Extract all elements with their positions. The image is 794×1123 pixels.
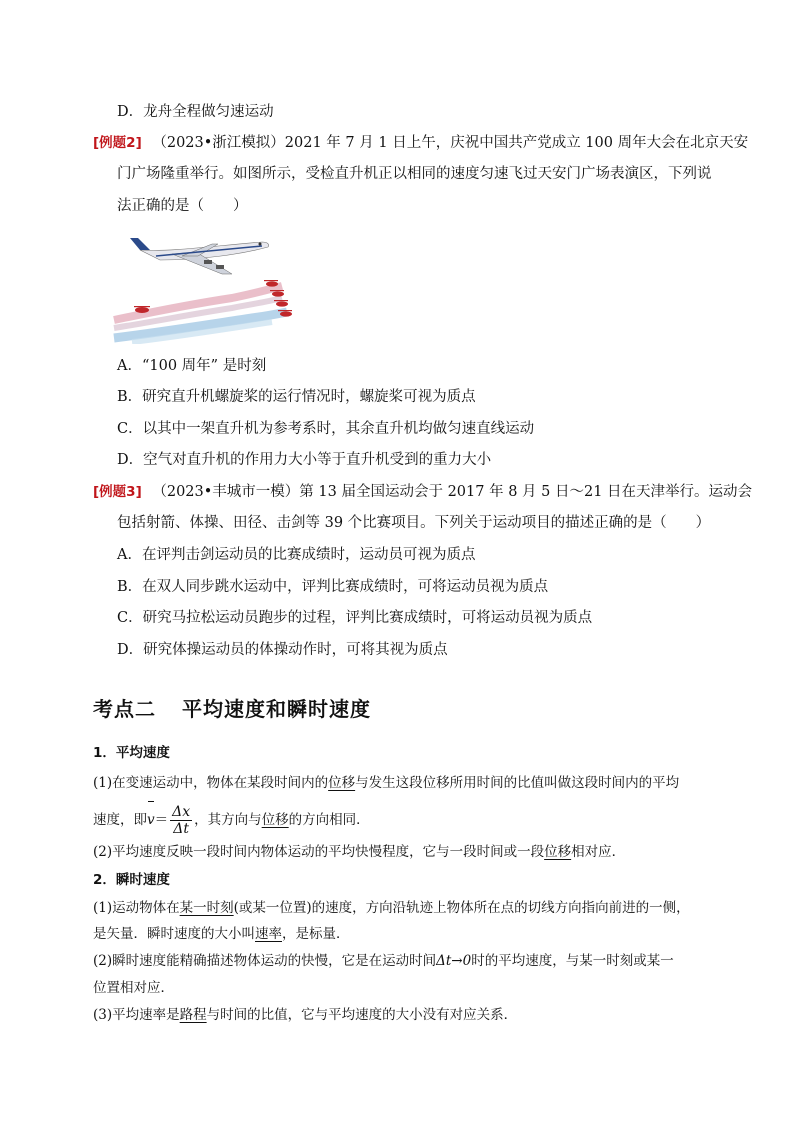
example-text: （2023•丰城市一模）第 13 届全国运动会于 2017 年 8 月 5 日～21 日在天津举行。运动会 (152, 484, 753, 500)
example-2-line-3: 法正确的是（ ） (117, 198, 248, 214)
option-c: C．以其中一架直升机为参考系时，其余直升机均做匀速直线运动 (117, 421, 535, 437)
paragraph-line: (3)平均速率是路程与时间的比值，它与平均速度的大小没有对应关系． (93, 1007, 518, 1023)
option-text: D．龙舟全程做匀速运动 (117, 104, 274, 120)
section-heading (93, 693, 371, 722)
option-b: B．研究直升机螺旋桨的运行情况时，螺旋桨可视为质点 (117, 389, 476, 405)
paragraph-line: (2)瞬时速度能精确描述物体运动的快慢，它是在运动时间Δt→0时的平均速度，与某一时刻或某一 (93, 953, 674, 969)
option-d: D．研究体操运动员的体操动作时，可将其视为质点 (117, 642, 448, 658)
option-c: C．研究马拉松运动员跑步的过程，评判比赛成绩时，可将运动员视为质点 (117, 610, 593, 626)
example-2-line-1 (93, 133, 748, 153)
section-title: 平均速度和瞬时速度 (182, 697, 371, 721)
paragraph-line: (1)运动物体在某一时刻(或某一位置)的速度，方向沿轨迹上物体所在点的切线方向指向前进的一侧， (93, 900, 690, 916)
example-tag: [例题3] (93, 484, 142, 500)
paragraph-line: (1)在变速运动中，物体在某段时间内的位移与发生这段位移所用时间的比值叫做这段时间内的平均 (93, 775, 680, 791)
option-b: B．在双人同步跳水运动中，评判比赛成绩时，可将运动员视为质点 (117, 579, 549, 595)
example-3-line-2: 包括射箭、体操、田径、击剑等 39 个比赛项目。下列关于运动项目的描述正确的是（ ） (117, 515, 711, 531)
example-2-line-2: 门广场隆重举行。如图所示，受检直升机正以相同的速度匀速飞过天安门广场表演区，下列说 (117, 166, 712, 182)
paragraph-line: (2)平均速度反映一段时间内物体运动的平均快慢程度，它与一段时间或一段位移相对应． (93, 844, 626, 860)
example-text: （2023•浙江模拟）2021 年 7 月 1 日上午，庆祝中国共产党成立 100 周年大会在北京天安 (152, 135, 749, 151)
math-expression: Δt→0 (436, 953, 472, 969)
option-a: A．在评判击剑运动员的比赛成绩时，运动员可视为质点 (117, 547, 476, 563)
paragraph-line: 是矢量．瞬时速度的大小叫速率，是标量． (93, 926, 350, 942)
section-label: 考点二 (93, 697, 156, 721)
subheading: 2．瞬时速度 (93, 872, 170, 888)
paragraph-line-formula: 速度，即v＝ $\frac{\Delta x}{\Delta t}$ ，其方向与位移的方向相同． (93, 800, 370, 840)
subheading: 1．平均速度 (93, 745, 170, 761)
paragraph-line: 位置相对应． (93, 980, 174, 996)
option-a: A．“100 周年” 是时刻 (117, 358, 267, 374)
example-3-line-1 (93, 482, 752, 502)
v-bar-symbol: v (147, 800, 155, 840)
airplane-helicopter-image (112, 234, 304, 344)
option-d: D．空气对直升机的作用力大小等于直升机受到的重力大小 (117, 452, 492, 468)
example-tag: [例题2] (93, 135, 142, 151)
fraction-formula: $\frac{\Delta x}{\Delta t}$ (172, 804, 191, 837)
